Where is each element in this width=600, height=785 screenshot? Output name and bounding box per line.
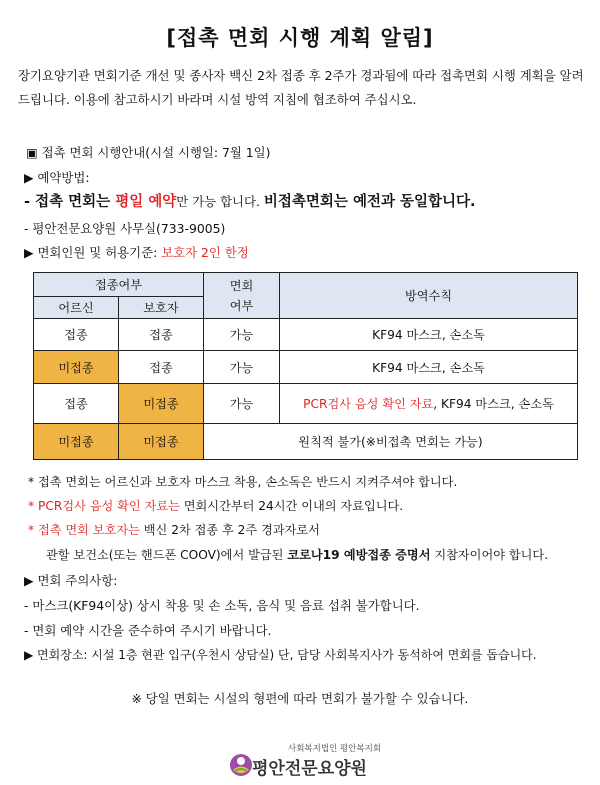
note-pcr [28, 497, 403, 514]
method-text-d: 비접촉면회는 예전과 동일합니다. [263, 194, 476, 210]
header-guardian: 보호자 [119, 297, 204, 319]
section-heading: ▣ 접촉 면회 시행안내(시설 시행일: 7월 1일) [26, 145, 271, 160]
people-rule [24, 243, 249, 261]
caution-item: - 마스크(KF94이상) 상시 착용 및 손 소독, 음식 및 음료 섭취 불가합니다. [24, 598, 420, 613]
people-label: ▶ 면회인원 및 허용기준: [24, 245, 162, 260]
intro-paragraph: 장기요양기관 면회기준 개선 및 종사자 백신 2차 접종 후 2주가 경과됨에 따라 접촉면회 시행 계획을 알려드립니다. 이용에 참고하시기 바라며 시설 방역 지침에 협조하여 주십시오. [18, 68, 584, 107]
cell-visit: 가능 [204, 351, 280, 384]
header-visit-line2: 여부 [229, 298, 254, 313]
people-value: 보호자 2인 한정 [161, 245, 249, 260]
note-guardian-highlight: * 접촉 면회 보호자는 [28, 523, 140, 537]
cell-senior: 미접종 [34, 351, 119, 384]
method-header: ▶ 예약방법: [24, 170, 90, 185]
header-vaccination: 접종여부 [34, 273, 204, 297]
office-contact: - 평안전문요양원 사무실(733-9005) [24, 221, 226, 236]
cell-visit: 가능 [204, 319, 280, 351]
cell-rule [280, 384, 578, 424]
method-weekday: 평일 예약 [115, 194, 177, 210]
table-row [34, 319, 578, 351]
table-row [34, 424, 578, 460]
method-text-c: 만 가능 합니다. [176, 194, 264, 209]
cell-senior: 접종 [34, 319, 119, 351]
table-row [34, 384, 578, 424]
cell-visit: 가능 [204, 384, 280, 424]
note-guardian [28, 521, 320, 538]
note-guardian-rest: 백신 2차 접종 후 2주 경과자로서 [139, 523, 320, 537]
header-senior: 어르신 [34, 297, 119, 319]
header-rules: 방역수칙 [280, 273, 578, 319]
cell-guardian: 미접종 [119, 384, 204, 424]
cell-senior: 미접종 [34, 424, 119, 460]
pcr-requirement: PCR검사 음성 확인 자료 [303, 397, 434, 411]
cell-guardian: 접종 [119, 319, 204, 351]
logo-subtitle: 사회복지법인 평안복지회 [288, 744, 382, 754]
rule-rest: , KF94 마스크, 손소독 [433, 397, 554, 411]
cell-rule: KF94 마스크, 손소독 [280, 319, 578, 351]
logo-name: 평안전문요양원 [252, 759, 367, 779]
visit-rules-table [33, 272, 578, 460]
cell-guardian: 미접종 [119, 424, 204, 460]
footer-note: ※ 당일 면회는 시설의 형편에 따라 면회가 불가할 수 있습니다. [131, 691, 469, 706]
header-visit-line1: 면회 [229, 278, 254, 293]
note-pcr-highlight: * PCR검사 음성 확인 자료는 [28, 499, 180, 513]
cell-guardian: 접종 [119, 351, 204, 384]
page-title: [접촉 면회 시행 계획 알림] [166, 26, 434, 50]
method-text-a: - 접촉 면회는 [24, 194, 116, 210]
visit-place: ▶ 면회장소: 시설 1층 현관 입구(우천시 상담실) 단, 담당 사회복지사가 동석하여 면회를 돕습니다. [24, 648, 537, 662]
cell-senior: 접종 [34, 384, 119, 424]
note-mask: * 접촉 면회는 어르신과 보호자 마스크 착용, 손소독은 반드시 지켜주셔야 합니다. [28, 475, 458, 489]
note-certificate [46, 546, 548, 563]
note-pcr-rest: 면회시간부터 24시간 이내의 자료입니다. [179, 499, 404, 513]
cell-rule: 원칙적 불가(※비접촉 면회는 가능) [204, 424, 578, 460]
caution-item: - 면회 예약 시간을 준수하여 주시기 바랍니다. [24, 623, 272, 638]
caution-header: ▶ 면회 주의사항: [24, 573, 118, 588]
logo-emblem-icon [228, 752, 254, 778]
header-visit [204, 273, 280, 319]
note-cert-a: 관할 보건소(또는 핸드폰 COOV)에서 발급된 [46, 548, 288, 562]
table-row [34, 351, 578, 384]
note-cert-b: 코로나19 예방접종 증명서 [287, 548, 431, 562]
cell-rule: KF94 마스크, 손소독 [280, 351, 578, 384]
method-line [24, 190, 476, 211]
facility-logo [228, 742, 428, 780]
note-cert-c: 지참자이어야 합니다. [430, 548, 549, 562]
